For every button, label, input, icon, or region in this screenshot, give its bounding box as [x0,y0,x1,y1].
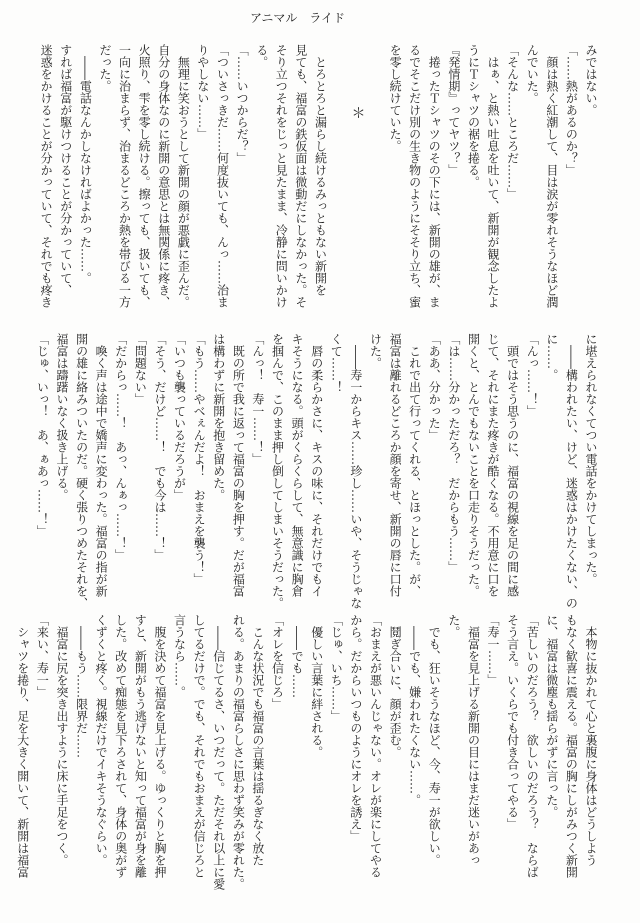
text-column: 「ついさっきだ……何度抜いても、んっ……治ま [215,44,230,308]
text-column: すと、新開がもう逃げないと知って福富が身を離 [133,614,148,878]
text-column: 腹を決めて福富を見上げる。ゆっくりと胸を押 [152,626,167,878]
text-column: キそうになる。頭がくらくらして、無意識に胸倉 [290,333,305,597]
text-column: くずくと疼く。視線だけでイキそうなぐらい。 [94,614,109,866]
text-column: た。 [446,614,461,638]
text-column: 「んっ！ 寿一……！」 [250,333,265,465]
text-column: だった。 [97,44,112,92]
text-column: 福富は躊躇いなく扱き上げる。 [54,333,69,501]
text-column: 「もう……やべぇんだよ！ おまえを襲う！」 [192,333,207,585]
text-column: 「……熱があるのか？」 [564,44,579,176]
text-column: 福富は離れるどころか顔を寄せ、新開の唇に口付 [388,333,403,597]
text-column: 顔は熱く紅潮して、目は涙が零れそうなほど潤 [544,56,559,308]
text-column: 「そう、だけど……！ でも今は……！」 [152,333,167,561]
text-column: 「ああ、分かった」 [427,333,442,441]
text-tier-bottom [12,614,600,892]
text-column: から。だからいつものようにオレを誘え」 [348,614,363,842]
text-column: 無理に笑おうとして新開の顔が悪戯に歪んだ。 [176,56,191,308]
text-column: 『発情期』ってヤツ？」 [446,44,461,176]
text-column: 喚く声は途中で嬌声に変わった。福富の指が新 [94,345,109,597]
text-column: るでそこだけ別の生き物のようにそそり立ち、蜜 [407,44,422,308]
text-column: 「オレを信じろ」 [270,614,285,710]
text-column: みではない。 [584,44,598,116]
text-column: 福富に尻を突き出すように床に手足をつく。 [54,626,69,866]
text-column: 「だからっ……！ あっ、んぁっ……！」 [113,333,128,561]
text-column: 火照り、雫を零し続ける。擦っても、扱いても、 [137,44,152,308]
text-column: 鬩ぎ合いに、顔が歪む。 [388,626,403,758]
text-column: 「寿一……」 [486,614,501,686]
text-column: を零し続けていた。 [388,44,403,152]
text-column: ――構われたい、けど、迷惑はかけたくない、の [564,345,579,609]
text-column: シャツを捲り、足を大きく開いて、新開は福富 [15,626,30,878]
text-column: 福富を見上げる新開の目にはまだ迷いがあっ [466,626,481,866]
text-column: そう言え。いくらでも付き合ってやる」 [505,614,520,830]
text-column: 言うなら……。 [172,614,187,698]
text-column: すれば福富が駆けつけることが分かっていて、 [58,44,73,296]
text-column: くて……！ [329,333,344,393]
text-column: 「問題ない」 [133,333,148,405]
text-column: うにＴシャツの裾を捲る。 [466,44,481,188]
text-column: に、福富は微塵も揺らがずに言った。 [544,614,559,818]
text-tier-top [36,44,600,322]
text-column: 開くと、とんでもないことを口走りそうだった。 [466,333,481,597]
text-column: りやしない……」 [195,44,210,140]
text-column: 優しい言葉に絆される。 [309,626,324,758]
text-column: は構わずに新開を抱き留めた。 [211,333,226,501]
text-column: 「来い、寿一」 [35,614,50,698]
running-title: アニマル ライド [249,11,346,25]
text-column: 一向に治まらず、治まるどころか熱を帯びる一方 [117,44,132,308]
text-column: んでいた。 [525,44,540,104]
text-column: る。 [254,44,269,68]
text-column: 「……いつからだ？」 [235,44,250,164]
section-break-mark: ＊ [349,106,366,120]
text-column: ――寿一からキス……珍し……いや、そうじゃな [348,345,363,609]
text-column: こんな状況でも福富の言葉は揺るぎなく放た [250,626,265,866]
text-column: 見ても、福富の鉄仮面は微動だにしなかった。そ [293,44,308,308]
text-column: 「じゅ、いち……」 [329,614,344,722]
text-column: 「そんな……ところだ……」 [505,44,520,200]
text-column: 捲ったＴシャツのその下には、新開の雄が、ま [427,56,442,308]
text-column: ――でも、嫌われたくない……。 [407,626,422,806]
text-column: じて、それにまた疼きが酷くなる。不用意に口を [486,333,501,597]
text-column: はぁ、と熱い吐息を吐いて、新開が観念したよ [486,56,501,308]
text-column: 「は……分かっただろ？ だからもう……」 [446,333,461,573]
text-column: ――信じてるさ、いつだって。ただそれ以上に愛 [211,626,226,890]
text-column: でも、狂いそうなほど、今、寿一が欲しい。 [427,626,442,866]
text-column: とろとろと漏らし続けるみっともない新開を [313,56,328,296]
text-column: ――電話なんかしなければよかった……。 [78,56,93,284]
text-column: けた。 [368,333,383,369]
text-column: に……。 [544,333,559,381]
text-column: 頭ではそう思うのに、福富の視線を足の間に感 [505,345,520,597]
text-column: 開の雄に絡みついたのだ。硬く張りつめたそれを、 [74,333,89,609]
text-column: 「じゅ、いっ！ あ、ぁあっ……！」 [35,333,50,537]
text-column: ――でも…… [290,626,305,698]
text-column: そり立つそれをじっと見たまま、冷静に問いかけ [274,44,289,308]
text-column: 既の所で我に返って福富の胸を押す。だが福富 [231,345,246,597]
text-column: 「いつも襲っているだろうが」 [172,333,187,501]
text-column: れる。あまりの福富らしさに思わず笑みが零れた。 [231,614,246,890]
text-column: もなく歓喜に震える。福富の胸にしがみつく新開 [564,614,579,878]
text-column: ――もう……限界だ…… [74,626,89,758]
text-column: これで出て行ってくれる、とほっとした。が、 [407,345,422,597]
text-tier-middle [32,333,600,611]
text-column: を掴んで、このまま押し倒してしまいそうだった。 [270,333,285,609]
text-column: 「んっ……！」 [525,333,540,417]
text-column: 自分の身体なのに新開の意思とは無関係に疼き、 [156,44,171,308]
text-column: 「苦しいのだろう？ 欲しいのだろう？ ならば [525,614,540,878]
text-column: 「おまえが悪いんじゃない。オレが楽にしてやる [368,614,383,878]
text-column: した。改めて痴態を見下ろされて、身体の奥がず [113,614,128,878]
text-column: に堪えられなくてつい電話をかけてしまった。 [584,333,598,585]
text-column: 迷惑をかけることが分かっていて、それでも疼き [39,44,54,308]
text-column: 本物に抜かれて心と裏腹に身体はどうしよう [584,626,598,866]
text-column: してるだけで。でも、それでもおまえが信じろと [192,614,207,878]
text-column: 唇の柔らかさに、キスの味に、それだけでもイ [309,345,324,597]
